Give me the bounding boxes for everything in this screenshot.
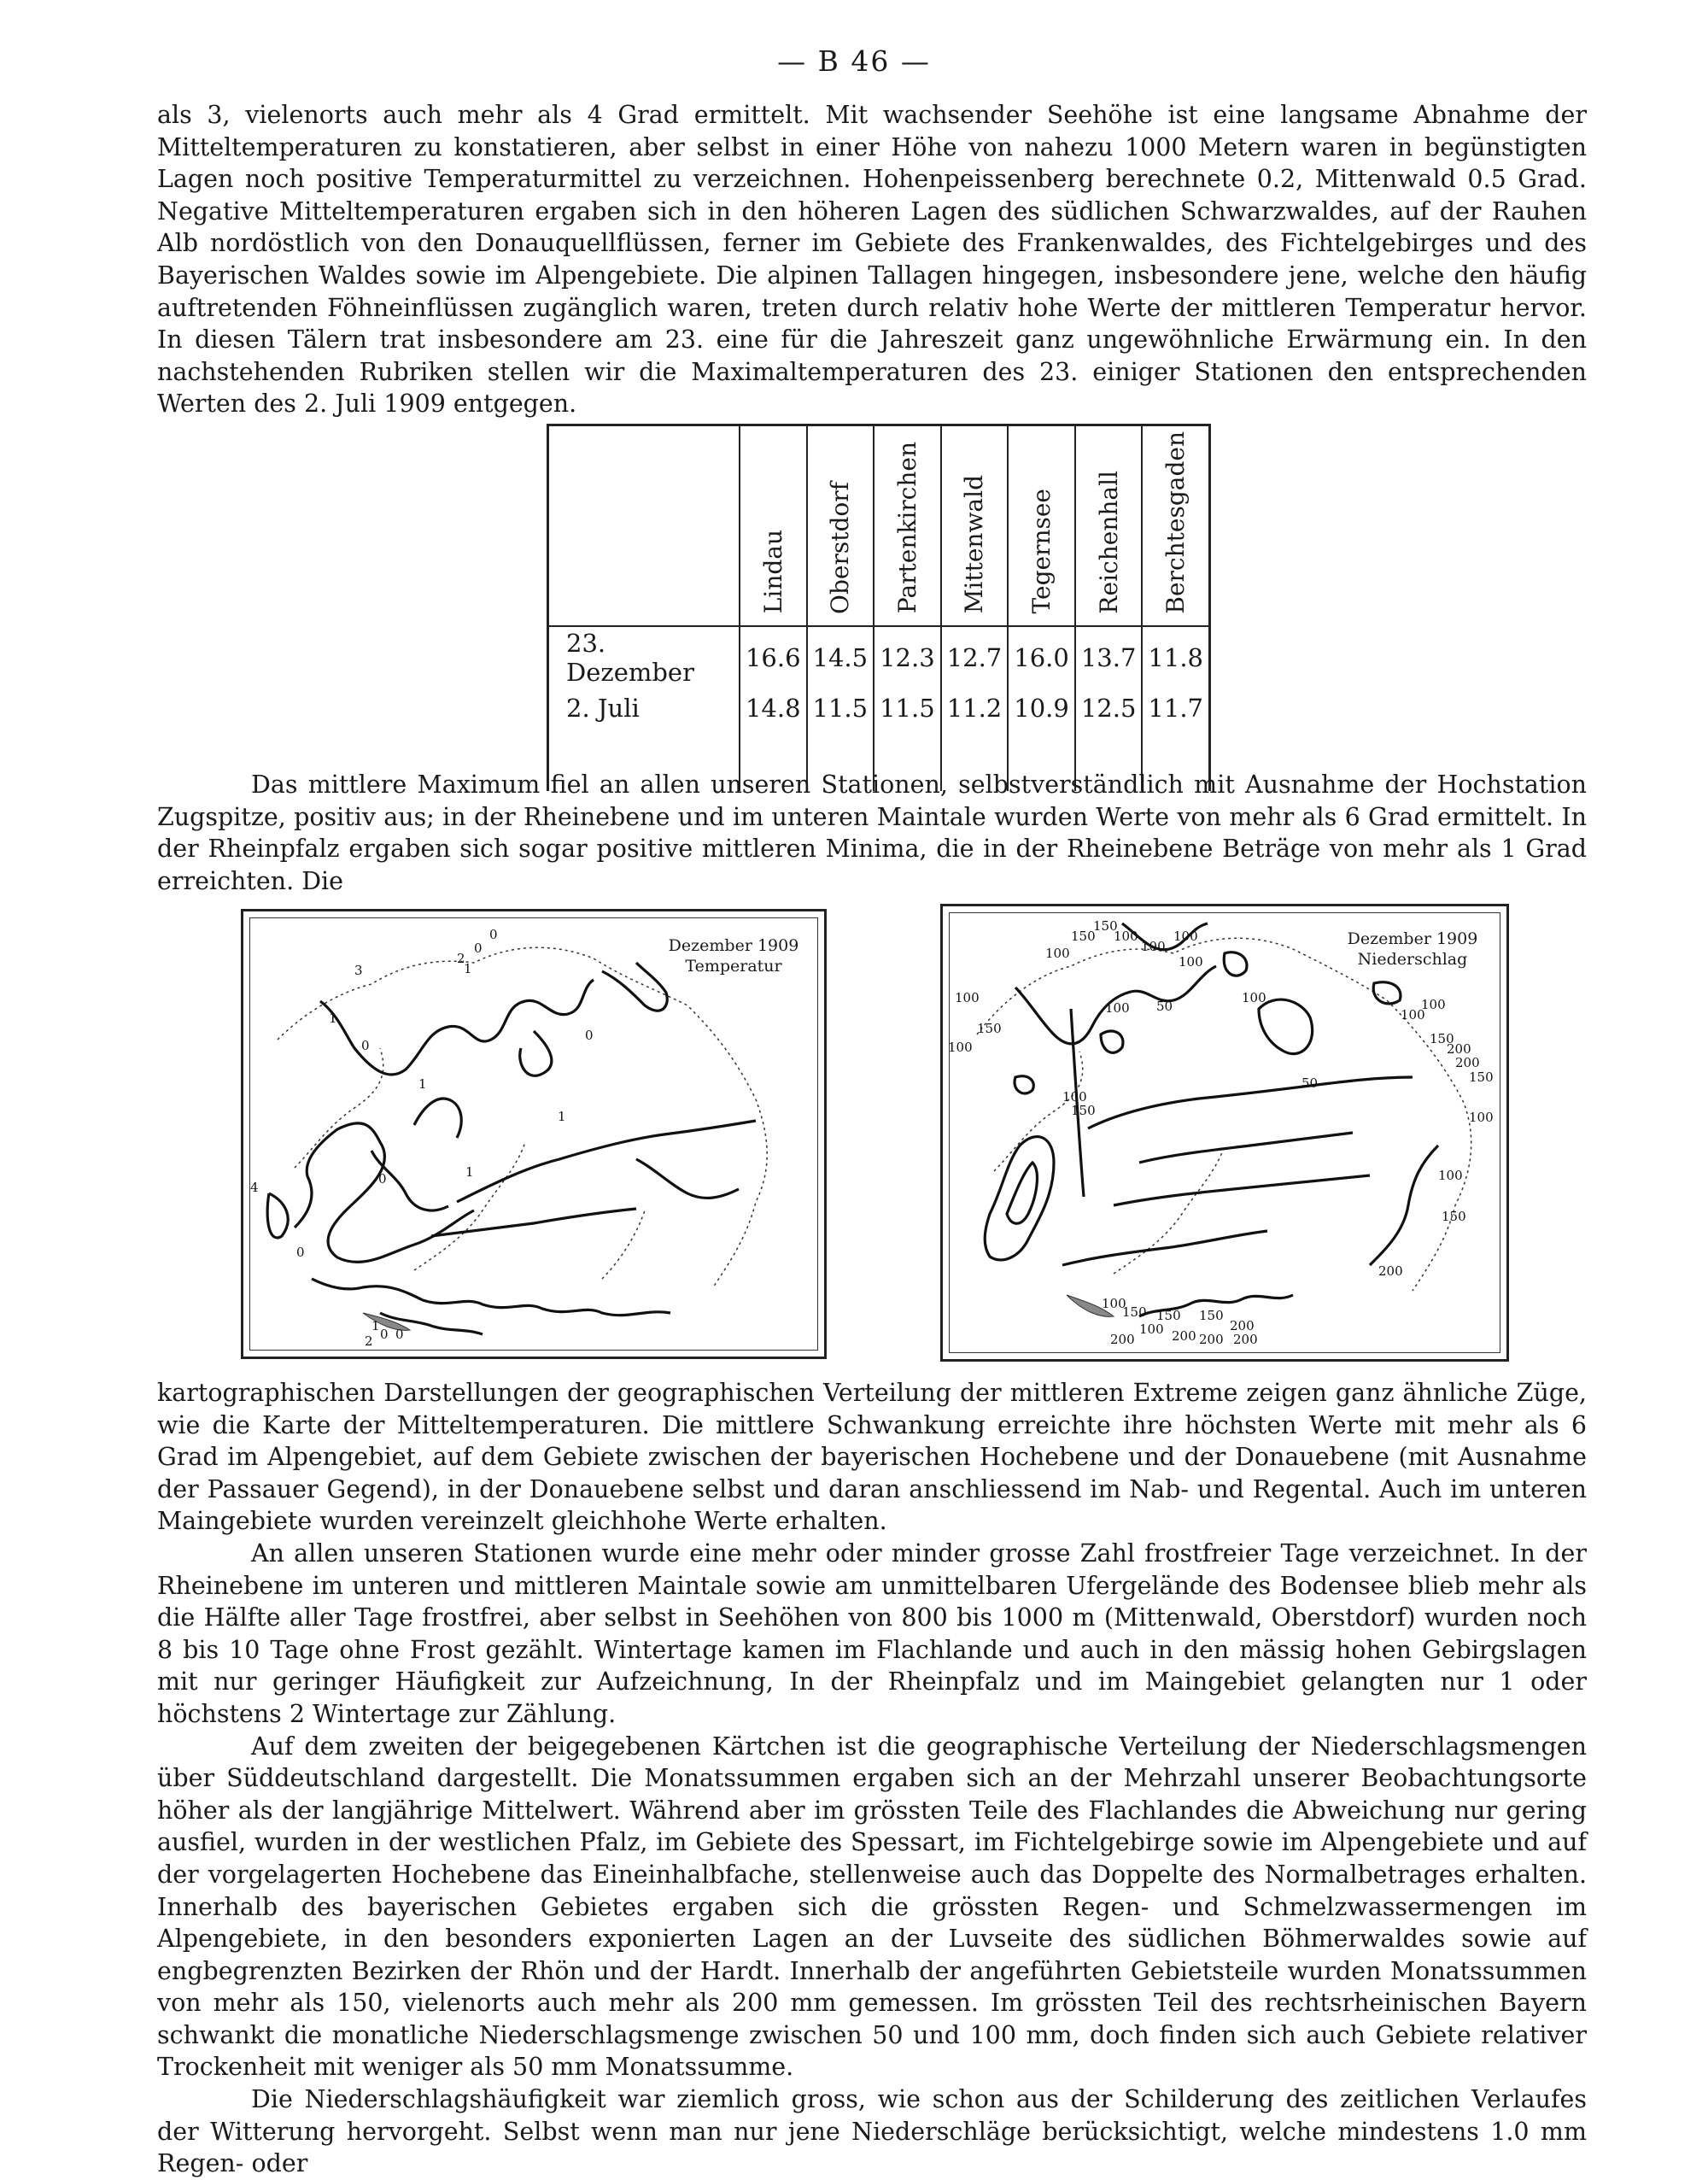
table-cell: 12.7 <box>941 626 1009 689</box>
paragraph-6-text: Die Niederschlagshäufigkeit war ziemlich gross, wie schon aus der Schilderung des zeitlichen Verlaufes der Witterung hervorgeht. Selbst wenn man nur jene Niederschläge berücksichtigt, welche mindestens 1.0 mm Regen- oder <box>157 2085 1587 2178</box>
page-number: — B 46 — <box>777 44 931 78</box>
isohyet-label: 150 <box>1469 1069 1494 1085</box>
isohyet-label: 100 <box>1139 1321 1164 1337</box>
isohyet-label: 100 <box>1179 954 1203 970</box>
map-title-line1: Dezember 1909 <box>668 936 799 955</box>
precipitation-map <box>940 904 1509 1362</box>
isohyet-label: 100 <box>1469 1110 1494 1125</box>
paragraph-block-lower <box>157 1377 1587 2180</box>
table-row <box>548 626 1210 689</box>
station-header <box>1075 425 1143 626</box>
station-header <box>1008 425 1075 626</box>
isohyet-label: 100 <box>948 1040 973 1055</box>
isohyet-label: 100 <box>1401 1007 1425 1023</box>
isohyet-label: 100 <box>1045 946 1070 961</box>
isotherm-label: 3 <box>354 963 363 978</box>
map-left-labels <box>250 927 594 1349</box>
isohyet-label: 200 <box>1378 1263 1403 1279</box>
isohyet-label: 150 <box>1122 1304 1147 1320</box>
isotherm-label: 0 <box>395 1327 404 1342</box>
station-name: Tegernsee <box>1027 489 1056 614</box>
station-name: Partenkirchen <box>892 442 921 614</box>
station-header <box>874 425 941 626</box>
isotherm-label: 2 <box>365 1333 373 1349</box>
station-header <box>941 425 1009 626</box>
isohyet-label: 150 <box>977 1021 1002 1036</box>
table-cell: 12.5 <box>1075 689 1143 728</box>
map-right-labels <box>948 918 1494 1347</box>
isohyet-label: 150 <box>1199 1308 1224 1323</box>
temperature-map-drawing <box>243 911 824 1357</box>
table-cell: 10.9 <box>1008 689 1075 728</box>
isotherm-label: 4 <box>250 1180 259 1195</box>
station-name: Lindau <box>758 530 787 614</box>
paragraph-3-text: kartographischen Darstellungen der geographischen Verteilung der mittleren Extreme zeigen ganz ähnliche Züge, wie die Karte der Mitteltemperaturen. Die mittlere Schwankung erreichte ihre höchsten Werte mit mehr als 6 Grad im Alpengebiet, auf dem Gebiete zwischen der bayerischen Hochebene und der Donauebene (mit Ausnahme der Passauer Gegend), in der Donauebene selbst und daran anschliessend im Nab- und Regental. Auch im unteren Maingebiete wurden vereinzelt gleichhohe Werte erhalten. <box>157 1379 1587 1536</box>
table-cell: 11.8 <box>1142 626 1209 689</box>
isotherm-label: 1 <box>465 1164 474 1180</box>
isohyet-label: 200 <box>1110 1332 1135 1347</box>
isohyet-label: 150 <box>1093 918 1118 934</box>
isotherm-label: 1 <box>418 1076 427 1092</box>
table-cell: 16.0 <box>1008 626 1075 689</box>
table-cell: 14.5 <box>807 626 874 689</box>
isohyet-label: 100 <box>1421 997 1446 1012</box>
isohyet-label: 50 <box>1156 999 1173 1014</box>
isohyet-label: 100 <box>1114 929 1138 944</box>
paragraph-4-text: An allen unseren Stationen wurde eine mehr oder minder grosse Zahl frostfreier Tage verzeichnet. In der Rheinebene im unteren und mittleren Maintale sowie am unmittelbaren Ufergelände des Bodensee blieb mehr als die Hälfte aller Tage frostfrei, aber selbst in Seehöhen von 800 bis 1000 m (Mittenwald, Oberstdorf) wurden noch 8 bis 10 Tage ohne Frost gezählt. Wintertage kamen im Flachlande und auch in den mässig hohen Gebirgslagen mit nur geringer Häufigkeit zur Aufzeichnung, In der Rheinpfalz und im Maingebiet gelangten nur 1 oder höchstens 2 Wintertage zur Zählung. <box>157 1538 1587 1728</box>
station-header <box>807 425 874 626</box>
isohyet-label: 50 <box>1301 1075 1319 1091</box>
station-header <box>740 425 807 626</box>
isohyet-label: 100 <box>1242 990 1266 1005</box>
paragraph-5-text: Auf dem zweiten der beigegebenen Kärtchen ist die geographische Verteilung der Niederschlagsmengen über Süddeutschland dargestellt. Die Monatssummen ergaben sich an der Mehrzahl unserer Beobachtungsorte höher als der langjährige Mittelwert. Während aber im grössten Teile des Flachlandes die Abweichung nur gering ausfiel, wurden in der westlichen Pfalz, im Gebiete des Spessart, im Fichtelgebirge sowie im Alpengebiete und auf der vorgelagerten Hochebene das Eineinhalbfache, stellenweise auch das Doppelte des Normalbetrages erhalten. Innerhalb des bayerischen Gebietes ergaben sich die grössten Regen- und Schmelzwassermengen im Alpengebiete, in den besonders exponierten Lagen an der Luvseite des südlichen Böhmerwaldes sowie auf engbegrenzten Bezirken der Rhön und der Hardt. Innerhalb der angeführten Gebietsteile wurden Monatssummen von mehr als 150, vielenorts auch mehr als 200 mm gemessen. Im grössten Teil des rechtsrheinischen Bayern schwankt die monatliche Niederschlagsmenge zwischen 50 und 100 mm, doch finden sich auch Gebiete relativer Trockenheit mit weniger als 50 mm Monatssumme. <box>157 1732 1587 2082</box>
table-cell: 11.5 <box>874 689 941 728</box>
isotherm-label: 1 <box>558 1109 566 1124</box>
paragraph-mean-maximum <box>157 769 1587 897</box>
max-temperature-table <box>547 424 1211 791</box>
isohyet-label: 200 <box>1233 1332 1258 1347</box>
isotherm-label: 0 <box>296 1245 305 1260</box>
table-cell: 11.2 <box>941 689 1009 728</box>
station-name: Berchtesgaden <box>1161 431 1190 614</box>
isohyet-label: 100 <box>1105 1000 1130 1016</box>
isohyet-label: 150 <box>1442 1209 1466 1224</box>
temperature-map <box>241 909 827 1359</box>
isohyet-label: 200 <box>1447 1041 1471 1057</box>
isotherm-label: 1 <box>464 961 472 976</box>
isotherm-lines <box>267 963 756 1334</box>
paragraph-temperature-intro <box>157 99 1587 420</box>
isohyet-label: 150 <box>1156 1308 1181 1323</box>
isotherm-label: 1 <box>329 1011 337 1026</box>
table-cell: 14.8 <box>740 689 807 728</box>
station-header <box>1142 425 1209 626</box>
isotherm-label: 0 <box>378 1171 387 1187</box>
isotherm-label: 0 <box>361 1038 370 1053</box>
table-cell: 16.6 <box>740 626 807 689</box>
station-name: Reichenhall <box>1094 471 1123 614</box>
isohyet-label: 200 <box>1199 1332 1224 1347</box>
table-row <box>548 689 1210 728</box>
isohyet-label: 150 <box>1071 929 1096 944</box>
isohyet-label: 200 <box>1455 1055 1480 1070</box>
table-corner-cell <box>548 425 740 626</box>
precipitation-map-drawing <box>943 906 1506 1359</box>
isohyet-label: 100 <box>1062 1089 1087 1105</box>
isotherm-label: 0 <box>474 941 483 956</box>
isotherm-label: 2 <box>457 951 465 966</box>
isohyet-label: 150 <box>1430 1031 1454 1046</box>
isotherm-label: 0 <box>585 1028 594 1043</box>
row-label: 23. Dezember <box>548 626 740 689</box>
isohyet-label: 100 <box>1438 1168 1463 1183</box>
isohyet-label: 100 <box>955 990 980 1005</box>
paragraph-2-text: Das mittlere Maximum fiel an allen unseren Stationen, selbstverständlich mit Ausnahme der Hochstation Zugspitze, positiv aus; in der Rheinebene und im unteren Maintale wurden Werte von mehr als 6 Grad ermittelt. In der Rheinpfalz ergaben sich sogar positive mittleren Minima, die in der Rheinebene Beträge von mehr als 1 Grad erreichten. Die <box>157 771 1587 895</box>
isotherm-label: 0 <box>380 1327 389 1342</box>
isohyet-label: 100 <box>1173 929 1198 944</box>
map-title-line1: Dezember 1909 <box>1347 929 1478 948</box>
isohyet-label: 100 <box>1102 1296 1126 1311</box>
table-cell: 11.7 <box>1142 689 1209 728</box>
isotherm-label: 1 <box>371 1318 380 1333</box>
isotherm-label: 0 <box>489 927 498 942</box>
isohyet-label: 200 <box>1230 1318 1255 1333</box>
isohyet-label: 200 <box>1172 1328 1196 1344</box>
station-name: Oberstdorf <box>826 481 855 614</box>
border-lines <box>278 947 767 1287</box>
map-title-line2: Temperatur <box>685 957 782 976</box>
station-name: Mittenwald <box>960 475 989 614</box>
map-title-line2: Niederschlag <box>1357 950 1468 969</box>
table-cell: 12.3 <box>874 626 941 689</box>
isohyet-label: 100 <box>1141 939 1166 954</box>
isohyet-label: 150 <box>1071 1103 1096 1118</box>
isohyet-lines <box>985 923 1438 1316</box>
paragraph-1-text: als 3, vielenorts auch mehr als 4 Grad ermittelt. Mit wachsender Seehöhe ist eine langsame Abnahme der Mitteltemperaturen zu konstatieren, aber selbst in einer Höhe von nahezu 1000 Metern waren in begünstigten Lagen noch positive Temperaturmittel zu verzeichnen. Hohenpeissenberg berechnete 0.2, Mittenwald 0.5 Grad. Negative Mitteltemperaturen ergaben sich in den höheren Lagen des südlichen Schwarzwaldes, auf der Rauhen Alb nordöstlich von den Donauquellflüssen, ferner im Gebiete des Frankenwaldes, des Fichtelgebirges und des Bayerischen Waldes sowie im Alpengebiete. Die alpinen Tallagen hingegen, insbesondere jene, welche den häufig auftretenden Föhneinflüssen zugänglich waren, treten durch relativ hohe Werte der mittleren Temperatur hervor. In diesen Tälern trat insbesondere am 23. eine für die Jahreszeit ganz ungewöhnliche Erwärmung ein. In den nachstehenden Rubriken stellen wir die Maximaltemperaturen des 23. einiger Stationen den entsprechenden Werten des 2. Juli 1909 entgegen. <box>157 101 1587 419</box>
row-label: 2. Juli <box>548 689 740 728</box>
table-header-row <box>548 425 1210 626</box>
table-cell: 13.7 <box>1075 626 1143 689</box>
table-cell: 11.5 <box>807 689 874 728</box>
